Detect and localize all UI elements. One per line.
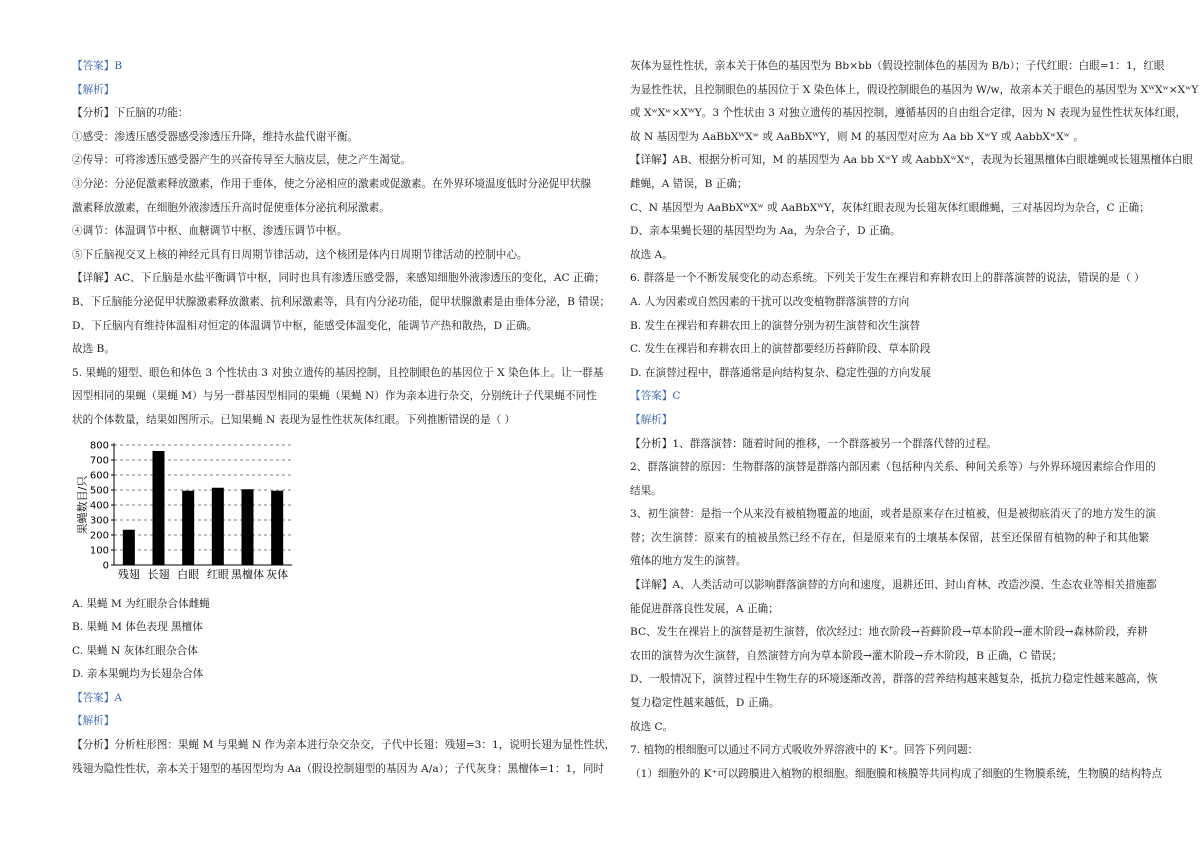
bar <box>123 529 135 564</box>
option-line: D. 亲本果蝇均为长翅杂合体 <box>72 668 204 681</box>
text-line: 能促进群落良性发展，A 正确； <box>630 602 779 615</box>
text-line: 【详解】A、人类活动可以影响群落演替的方向和速度，退耕还田、封山育林、改造沙漠、生态农业等相关措施都 <box>630 579 1157 592</box>
q6-explanation <box>630 433 1163 787</box>
option-line: B. 果蝇 M 体色表现 黑檀体 <box>72 621 203 634</box>
text-line: ④调节：体温调节中枢、血糖调节中枢、渗透压调节中枢。 <box>72 225 348 238</box>
option-line: C. 果蝇 N 灰体红眼杂合体 <box>72 644 198 657</box>
x-tick-label: 黑檀体 <box>231 567 264 581</box>
text-line: 激素释放激素，在细胞外液渗透压升高时促使垂体分泌抗利尿激素。 <box>72 201 390 214</box>
text-line: 【分析】分析柱形图：果蝇 M 与果蝇 N 作为亲本进行杂交杂交，子代中长翅：残翅=3：1，说明长翅为显性性状， <box>72 739 616 752</box>
text-line: ⑤下丘脑视交叉上核的神经元具有日周期节律活动，这个核团是体内日周期节律活动的控制中心。 <box>72 248 528 261</box>
text-line: 残翅为隐性性状，亲本关于翅型的基因型均为 Aa（假设控制翅型的基因为 A/a）；子代灰身：黑檀体=1：1，同时 <box>72 762 605 775</box>
x-tick-label: 白眼 <box>177 567 200 581</box>
q5-options <box>72 593 592 687</box>
bar <box>212 487 224 564</box>
text-line: 状的个体数量，结果如图所示。已知果蝇 N 表现为显性性状灰体红眼。下列推断错误的是（ ） <box>72 413 516 426</box>
text-line: 7. 植物的根细胞可以通过不同方式吸收外界溶液中的 K⁺。回答下列问题： <box>630 744 979 757</box>
text-line: A. 人为因素或自然因素的干扰可以改变植物群落演替的方向 <box>630 295 910 308</box>
text-line: 故选 A。 <box>630 248 673 261</box>
y-tick-label: 800 <box>89 440 109 451</box>
q5-analysis-continued <box>630 55 1199 385</box>
text-line: 灰体为显性性状，亲本关于体色的基因型为 Bb×bb（假设控制体色的基因为 B/b）；子代红眼：白眼=1：1，红眼 <box>630 60 1165 72</box>
text-line: 复力稳定性越来越低，D 正确。 <box>630 697 780 710</box>
text-line: 【分析】下丘脑的功能： <box>72 107 189 120</box>
y-tick-label: 100 <box>89 545 109 556</box>
text-line: 农田的演替为次生演替，自然演替方向为草本阶段→灌木阶段→乔木阶段，B 正确，C 错误； <box>630 649 1063 662</box>
text-line: ③分泌：分泌促激素释放激素，作用于垂体，使之分泌相应的激素或促激素。在外界环境温度低时分泌促甲状腺 <box>72 177 592 190</box>
option-line: A. 果蝇 M 为红眼杂合体雌蝇 <box>72 597 210 610</box>
x-tick-label: 红眼 <box>206 567 229 581</box>
text-line: 雌蝇，A 错误，B 正确； <box>630 177 748 190</box>
bar <box>271 490 283 564</box>
bar <box>182 490 194 564</box>
y-tick-label: 400 <box>89 500 109 511</box>
left-column <box>72 55 616 781</box>
text-line: B. 发生在裸岩和弃耕农田上的演替分别为初生演替和次生演替 <box>630 319 920 332</box>
text-line: （1）细胞外的 K⁺可以跨膜进入植物的根细胞。细胞膜和核膜等共同构成了细胞的生物膜系统，生物膜的结构特点 <box>630 767 1163 780</box>
q5-analysis <box>72 734 616 781</box>
text-line: BC、发生在裸岩上的演替是初生演替，依次经过：地衣阶段→苔藓阶段→草本阶段→灌木阶段→森林阶段，弃耕 <box>630 626 1148 639</box>
text-line: 殖体的地方发生的演替。 <box>630 555 747 568</box>
y-tick-label: 300 <box>89 515 109 526</box>
answer-tag: 【答案】A <box>72 691 123 704</box>
y-tick-label: 700 <box>89 455 109 466</box>
text-line: 替；次生演替：原来有的植被虽然已经不存在，但是原来有的土壤基本保留，甚至还保留有植物的种子和其他繁 <box>630 531 1150 544</box>
text-line: 结果。 <box>630 484 662 497</box>
text-line: 6. 群落是一个不断发展变化的动态系统。下列关于发生在裸岩和弃耕农田上的群落演替的说法，错误的是（ ） <box>630 272 1145 285</box>
y-tick-label: 200 <box>89 530 109 541</box>
analysis-tag: 【解析】 <box>72 715 115 728</box>
text-line: 故选 B。 <box>72 343 115 356</box>
analysis-tag: 【解析】 <box>72 83 115 96</box>
answer-tag: 【答案】B <box>72 60 123 72</box>
y-tick-label: 0 <box>102 560 109 571</box>
x-tick-label: 长翅 <box>147 567 170 581</box>
text-line: 【详解】AC、下丘脑是水盐平衡调节中枢，同时也具有渗透压感受器，来感知细胞外液渗透压的变化，AC 正确； <box>72 272 605 285</box>
q4-explanation <box>72 102 611 432</box>
text-line: ②传导：可将渗透压感受器产生的兴奋传导至大脑皮层，使之产生渴觉。 <box>72 154 411 167</box>
y-axis-label: 果蝇数目/只 <box>76 475 89 534</box>
text-line: C. 发生在裸岩和弃耕农田上的演替都要经历苔藓阶段、草本阶段 <box>630 343 931 356</box>
bar-chart <box>72 437 592 587</box>
text-line: 3、初生演替：是指一个从来没有被植物覆盖的地面，或者是原来存在过植被，但是被彻底消灭了的地方发生的演 <box>630 508 1156 521</box>
bar <box>153 451 165 565</box>
right-column <box>630 55 1199 786</box>
text-line: D、亲本果蝇长翅的基因型均为 Aa，为杂合子，D 正确。 <box>630 225 901 238</box>
text-line: D、一般情况下，演替过程中生物生存的环境逐渐改善，群落的营养结构越来越复杂，抵抗力稳定性越来越高，恢 <box>630 673 1158 686</box>
text-line: 【详解】AB、根据分析可知，M 的基因型为 Aa bb XʷY 或 AabbXʷXʷ，表现为长翅黑檀体白眼雄蝇或长翅黑檀体白眼 <box>630 154 1193 167</box>
answer-tag: 【答案】C <box>630 390 681 403</box>
text-line: 为显性性状，且控制眼色的基因位于 X 染色体上，假设控制眼色的基因为 W/w，故亲本关于眼色的基因型为 XᵂXʷ×XʷY <box>630 83 1199 96</box>
bar <box>242 489 254 565</box>
text-line: D. 在演替过程中，群落通常是向结构复杂、稳定性强的方向发展 <box>630 366 931 379</box>
text-line: 或 XʷXʷ×XᵂY。3 个性状由 3 对独立遗传的基因控制，遵循基因的自由组合定律，因为 N 表现为显性性状灰体红眼， <box>630 107 1187 120</box>
y-tick-label: 600 <box>89 470 109 481</box>
text-line: 2、群落演替的原因：生物群落的演替是群落内部因素（包括种内关系、种间关系等）与外界环境因素综合作用的 <box>630 461 1156 474</box>
analysis-tag: 【解析】 <box>630 413 673 426</box>
text-line: 5. 果蝇的翅型、眼色和体色 3 个性状由 3 对独立遗传的基因控制，且控制眼色的基因位于 X 染色体上。让一群基 <box>72 366 604 379</box>
x-tick-label: 灰体 <box>266 567 289 581</box>
text-line: B、下丘脑能分泌促甲状腺激素释放激素、抗利尿激素等，具有内分泌功能，促甲状腺激素是由垂体分泌，B 错误； <box>72 295 611 308</box>
text-line: 因型相同的果蝇（果蝇 M）与另一群基因型相同的果蝇（果蝇 N）作为亲本进行杂交，分别统计子代果蝇不同性 <box>72 390 597 403</box>
text-line: D、下丘脑内有维持体温相对恒定的体温调节中枢，能感受体温变化，能调节产热和散热，D 正确。 <box>72 319 538 332</box>
text-line: 故 N 基因型为 AaBbXᵂXʷ 或 AaBbXᵂY，则 M 的基因型对应为 Aa bb XʷY 或 AabbXʷXʷ 。 <box>630 130 1084 143</box>
text-line: C、N 基因型为 AaBbXᵂXʷ 或 AaBbXᵂY，灰体红眼表现为长翅灰体红眼雌蝇，三对基因均为杂合，C 正确； <box>630 201 1150 214</box>
bar-chart-svg <box>72 437 302 587</box>
text-line: 故选 C。 <box>630 720 674 733</box>
y-tick-label: 500 <box>89 485 109 496</box>
text-line: 【分析】1、群落演替：随着时间的推移，一个群落被另一个群落代替的过程。 <box>630 437 997 450</box>
text-line: ①感受：渗透压感受器感受渗透压升降，维持水盐代谢平衡。 <box>72 130 359 143</box>
x-tick-label: 残翅 <box>117 567 140 581</box>
